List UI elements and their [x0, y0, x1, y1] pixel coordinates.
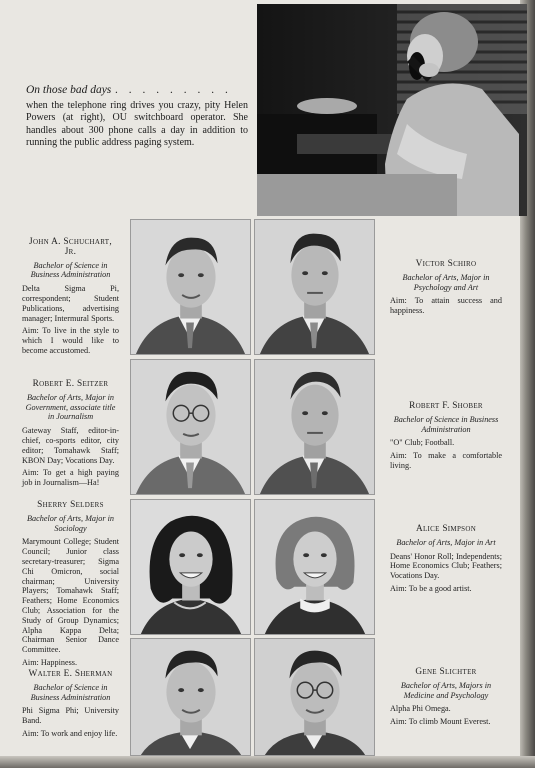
senior-aim: Aim: To get a high paying job in Journalism—Ha!: [22, 468, 119, 488]
senior-degree: Bachelor of Arts, Major in Government, associate title in Journalism: [25, 392, 116, 422]
portrait-walter-sherman: [130, 638, 251, 756]
intro-caption: [26, 84, 248, 150]
senior-caption-sherry-selders: [22, 501, 119, 668]
senior-name: Robert F. Shober: [409, 401, 483, 411]
senior-caption-alice-simpson: [390, 525, 502, 594]
senior-activities: Gateway Staff, editor-in-chief, co-sports editor, city editor; Tomahawk Staff; KBON Day; Vocations Day.: [22, 426, 119, 465]
senior-name: Gene Slichter: [415, 667, 477, 677]
senior-activities: Delta Sigma Pi, correspondent; Student Publications, advertising manager; Intermural Sports.: [22, 284, 119, 323]
intro-title: [26, 84, 248, 97]
senior-name: Walter E. Sherman: [28, 669, 113, 679]
intro-body: when the telephone ring drives you crazy, pity Helen Powers (at right), OU switchboard operator. She handles about 300 phone calls a day in addition to running the public address paging system.: [26, 99, 248, 149]
senior-name: Alice Simpson: [415, 524, 477, 534]
senior-aim: Aim: To be a good artist.: [390, 583, 472, 593]
senior-degree: Bachelor of Arts, Major in Art: [396, 537, 496, 547]
senior-aim: Aim: To live in the style to which I would like to become accustomed.: [22, 326, 119, 355]
portrait-gene-slichter: [254, 638, 375, 756]
senior-caption-john-schuchart: [22, 238, 119, 356]
portrait-robert-shober: [254, 359, 375, 495]
intro-title-dots: . . . . . . . . .: [115, 84, 233, 96]
senior-activities: Deans' Honor Roll; Independents; Home Economics Club; Feathers; Vocations Day.: [390, 551, 502, 581]
senior-aim: Aim: Happiness.: [22, 657, 78, 667]
senior-degree: Bachelor of Arts, Major in Psychology and Art: [402, 272, 490, 292]
senior-caption-victor-schiro: [390, 260, 502, 316]
portrait-john-schuchart: [130, 219, 251, 355]
senior-activities: Marymount College; Student Council; Junior class secretary-treasurer; Sigma Chi Omicron, social chairman; University Players; Tomahawk Staff; Feathers; Home Economics Club; Association for the Study of Group Dynamics; Alpha Kappa Delta; Chairman Senior Dance Committee.: [22, 537, 119, 655]
portrait-robert-seitzer: [130, 359, 251, 495]
senior-name: Victor Schiro: [415, 259, 477, 269]
intro-title-text: On those bad days: [26, 84, 112, 96]
senior-aim: Aim: To make a comfortable living.: [390, 451, 502, 470]
senior-activities: Alpha Phi Omega.: [390, 704, 451, 714]
senior-activities: "O" Club; Football.: [390, 438, 455, 448]
page-bottom-edge: [0, 756, 535, 768]
senior-degree: Bachelor of Arts, Majors in Medicine and Psychology: [400, 680, 492, 700]
senior-aim: Aim: To work and enjoy life.: [22, 728, 118, 738]
senior-name: Robert E. Seitzer: [32, 379, 109, 389]
portrait-victor-schiro: [254, 219, 375, 355]
senior-caption-walter-sherman: [22, 670, 119, 739]
senior-name: John A. Schuchart, Jr.: [29, 237, 112, 257]
senior-aim: Aim: To climb Mount Everest.: [390, 717, 491, 727]
switchboard-operator-photo: [257, 4, 527, 216]
senior-caption-robert-seitzer: [22, 380, 119, 488]
senior-aim: Aim: To attain success and happiness.: [390, 296, 502, 316]
portrait-alice-simpson: [254, 499, 375, 635]
senior-degree: Bachelor of Science in Business Administration: [30, 260, 111, 280]
senior-activities: Phi Sigma Phi; University Band.: [22, 706, 119, 726]
senior-degree: Bachelor of Arts, Major in Sociology: [27, 513, 114, 533]
portrait-sherry-selders: [130, 499, 251, 635]
senior-caption-gene-slichter: [390, 668, 502, 727]
senior-name: Sherry Selders: [37, 500, 104, 510]
senior-caption-robert-shober: [390, 402, 502, 471]
senior-degree: Bachelor of Science in Business Administration: [393, 414, 499, 434]
senior-degree: Bachelor of Science in Business Administration: [30, 682, 111, 702]
